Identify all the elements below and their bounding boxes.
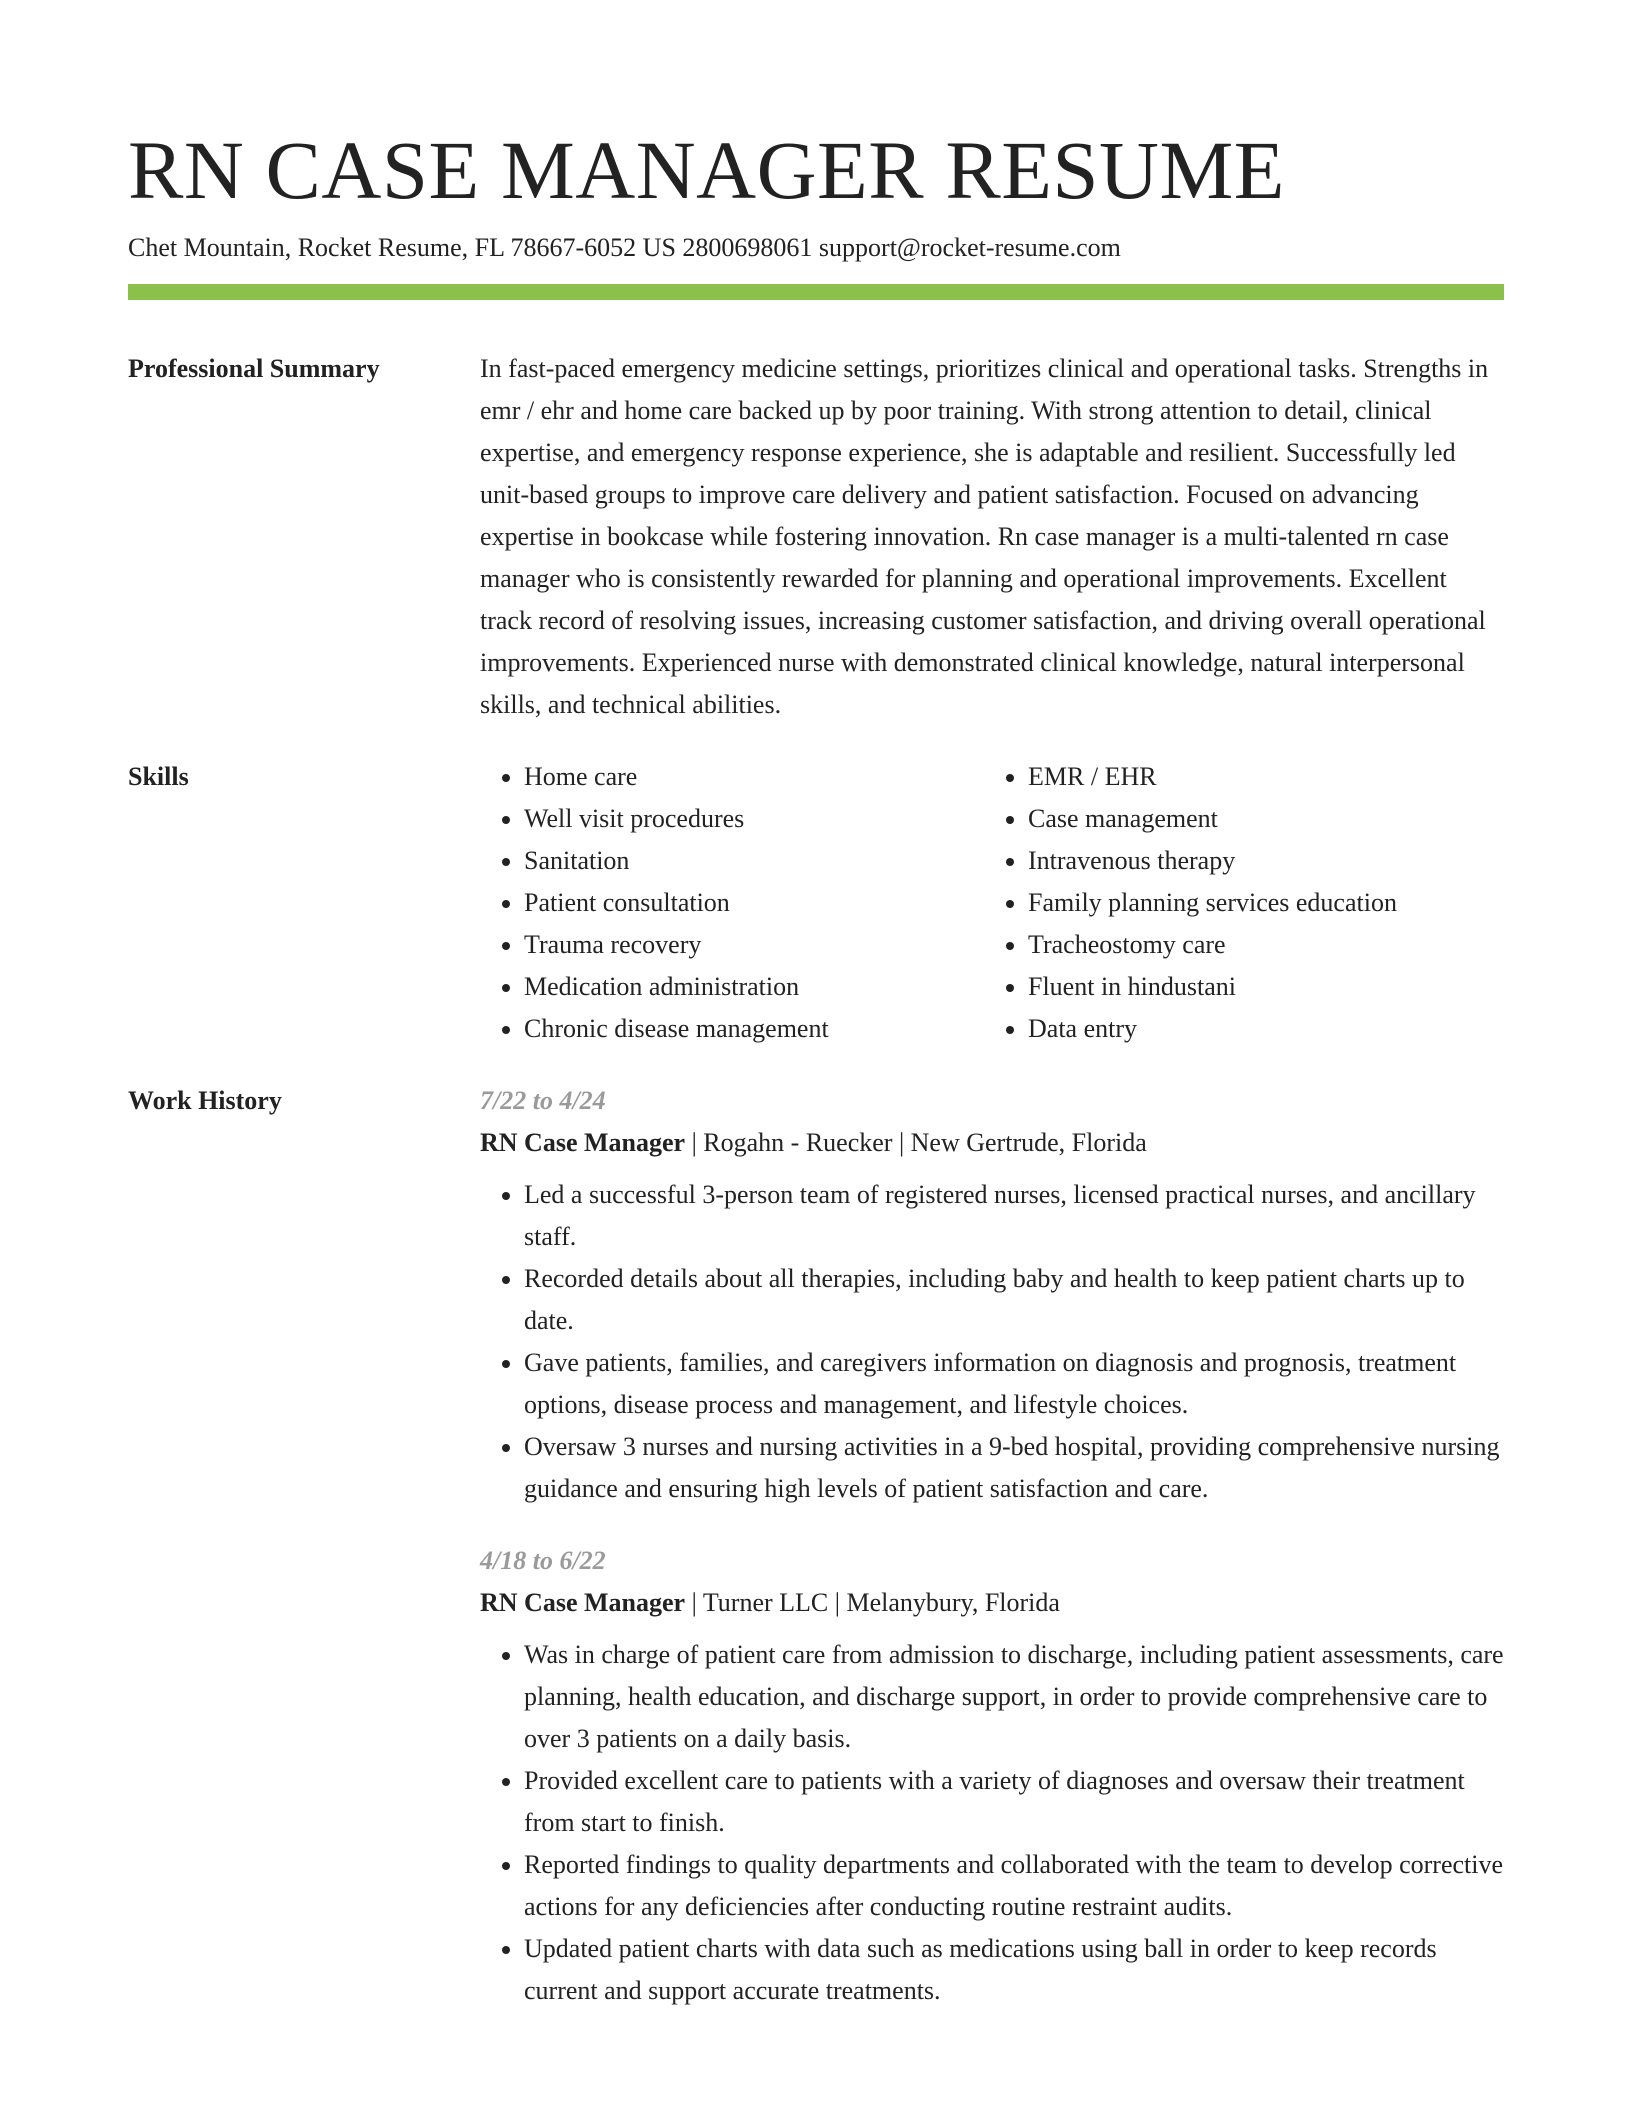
resume-page: [128, 120, 1504, 2042]
skill-item: • Family planning services education: [1028, 882, 1488, 924]
contact-location: FL 78667-6052 US: [474, 233, 676, 262]
job-employer-location: | Turner LLC | Melanybury, Florida: [685, 1588, 1060, 1617]
skill-item: • Sanitation: [524, 840, 984, 882]
job-bullet: • Oversaw 3 nurses and nursing activities in a 9-bed hospital, providing comprehensive nursing guidance and ensuring high levels of patient satisfaction and care.: [524, 1426, 1504, 1510]
job-bullet: • Provided excellent care to patients with a variety of diagnoses and oversaw their treatment from start to finish.: [524, 1760, 1504, 1844]
job-heading: [480, 1582, 1504, 1624]
skill-item: • Trauma recovery: [524, 924, 984, 966]
resume-title: RN CASE MANAGER RESUME: [128, 124, 1285, 216]
skill-item: • Tracheostomy care: [1028, 924, 1488, 966]
skill-item: • EMR / EHR: [1028, 756, 1488, 798]
job-dates: 7/22 to 4/24: [480, 1086, 606, 1115]
summary-text: In fast-paced emergency medicine settings, prioritizes clinical and operational tasks. Strengths in emr / ehr and home care backed up by poor training. With strong attention to detail, clinical expertise, and emergency response experience, she is adaptable and resilient. Successfully led unit-based groups to improve care delivery and patient satisfaction. Focused on advancing expertise in bookcase while fostering innovation. Rn case manager is a multi-talented rn case manager who is consistently rewarded for planning and operational improvements. Excellent track record of resolving issues, increasing customer satisfaction, and driving overall operational improvements. Experienced nurse with demonstrated clinical knowledge, natural interpersonal skills, and technical abilities.: [480, 354, 1489, 719]
skill-item: • Medication administration: [524, 966, 984, 1008]
job-bullets: [480, 1634, 1504, 2012]
skills-section: [128, 756, 1504, 1050]
skill-item: • Case management: [1028, 798, 1488, 840]
skill-item: • Well visit procedures: [524, 798, 984, 840]
skills-list-left: [480, 756, 984, 1050]
work-history-section: [128, 1080, 1504, 2042]
contact-phone: 2800698061: [682, 233, 813, 262]
job-entry: [480, 1080, 1504, 1510]
skills-columns: [480, 756, 1504, 1050]
skills-list-right: [984, 756, 1488, 1050]
section-label-skills: Skills: [128, 762, 189, 791]
skill-item: • Patient consultation: [524, 882, 984, 924]
job-bullet: • Gave patients, families, and caregivers information on diagnosis and prognosis, treatment options, disease process and management, and lifestyle choices.: [524, 1342, 1504, 1426]
contact-line: [128, 230, 1504, 266]
job-employer-location: | Rogahn - Ruecker | New Gertrude, Florida: [685, 1128, 1147, 1157]
work-history-body: [480, 1080, 1504, 2042]
job-dates: 4/18 to 6/22: [480, 1546, 606, 1575]
skill-item: • Fluent in hindustani: [1028, 966, 1488, 1008]
contact-email: support@rocket-resume.com: [818, 233, 1121, 262]
contact-name: Chet Mountain,: [128, 233, 292, 262]
job-bullet: • Reported findings to quality departments and collaborated with the team to develop corrective actions for any deficiencies after conducting routine restraint audits.: [524, 1844, 1504, 1928]
contact-company: Rocket Resume,: [297, 233, 469, 262]
job-title: RN Case Manager: [480, 1588, 686, 1617]
job-bullets: [480, 1174, 1504, 1510]
job-bullet: • Recorded details about all therapies, including baby and health to keep patient charts up to date.: [524, 1258, 1504, 1342]
job-entry: [480, 1540, 1504, 2012]
job-bullet: • Led a successful 3-person team of registered nurses, licensed practical nurses, and ancillary staff.: [524, 1174, 1504, 1258]
skill-item: • Home care: [524, 756, 984, 798]
skill-item: • Intravenous therapy: [1028, 840, 1488, 882]
job-bullet: • Updated patient charts with data such as medications using ball in order to keep records current and support accurate treatments.: [524, 1928, 1504, 2012]
skill-item: • Data entry: [1028, 1008, 1488, 1050]
section-label-summary: Professional Summary: [128, 354, 380, 383]
job-bullet: • Was in charge of patient care from admission to discharge, including patient assessments, care planning, health education, and discharge support, in order to provide comprehensive care to over 3 patients on a daily basis.: [524, 1634, 1504, 1760]
accent-divider: [128, 284, 1504, 300]
skills-body: [480, 756, 1504, 1050]
skill-item: • Chronic disease management: [524, 1008, 984, 1050]
summary-section: [128, 348, 1504, 726]
job-heading: [480, 1122, 1504, 1164]
job-title: RN Case Manager: [480, 1128, 686, 1157]
section-label-work-history: Work History: [128, 1086, 282, 1115]
